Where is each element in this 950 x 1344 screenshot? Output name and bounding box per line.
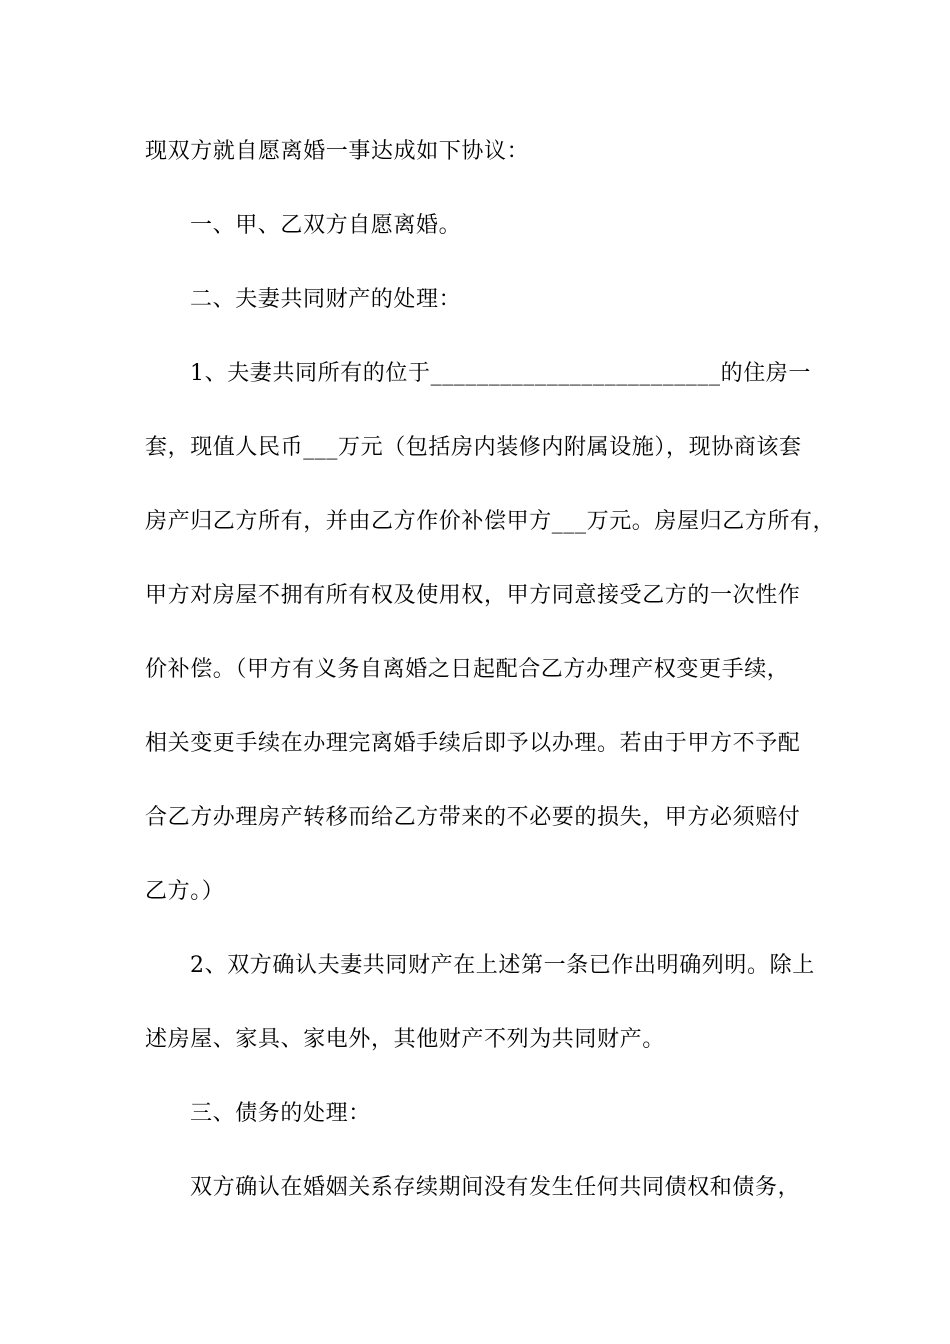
clause-2-1-line-6: 相关变更手续在办理完离婚手续后即予以办理。若由于甲方不予配 — [145, 731, 801, 756]
clause-2-2-line-1: 2、双方确认夫妻共同财产在上述第一条已作出明确列明。除上 — [190, 953, 815, 978]
clause-3-heading: 三、债务的处理： — [190, 1101, 371, 1126]
clause-2-2-line-2: 述房屋、家具、家电外，其他财产不列为共同财产。 — [145, 1027, 665, 1052]
intro-line: 现双方就自愿离婚一事达成如下协议： — [145, 139, 530, 164]
clause-2-1-line-2: 套，现值人民币___万元（包括房内装修内附属设施），现协商该套 — [145, 435, 802, 460]
clause-2-1-line-4: 甲方对房屋不拥有所有权及使用权，甲方同意接受乙方的一次性作 — [145, 583, 801, 608]
clause-2-1-line-7: 合乙方办理房产转移而给乙方带来的不必要的损失，甲方必须赔付 — [145, 805, 801, 830]
clause-3-line-1: 双方确认在婚姻关系存续期间没有发生任何共同债权和债务， — [190, 1175, 801, 1200]
clause-2-1-line-3: 房产归乙方所有，并由乙方作价补偿甲方___万元。房屋归乙方所有， — [145, 509, 836, 534]
clause-2-heading: 二、夫妻共同财产的处理： — [190, 287, 462, 312]
clause-1-line: 一、甲、乙双方自愿离婚。 — [190, 213, 462, 238]
clause-2-1-line-8: 乙方。） — [145, 879, 225, 904]
clause-2-1-line-5: 价补偿。（甲方有义务自离婚之日起配合乙方办理产权变更手续， — [145, 657, 790, 682]
clause-2-1-line-1: 1、夫妻共同所有的位于_________________________的住房一 — [190, 361, 811, 386]
